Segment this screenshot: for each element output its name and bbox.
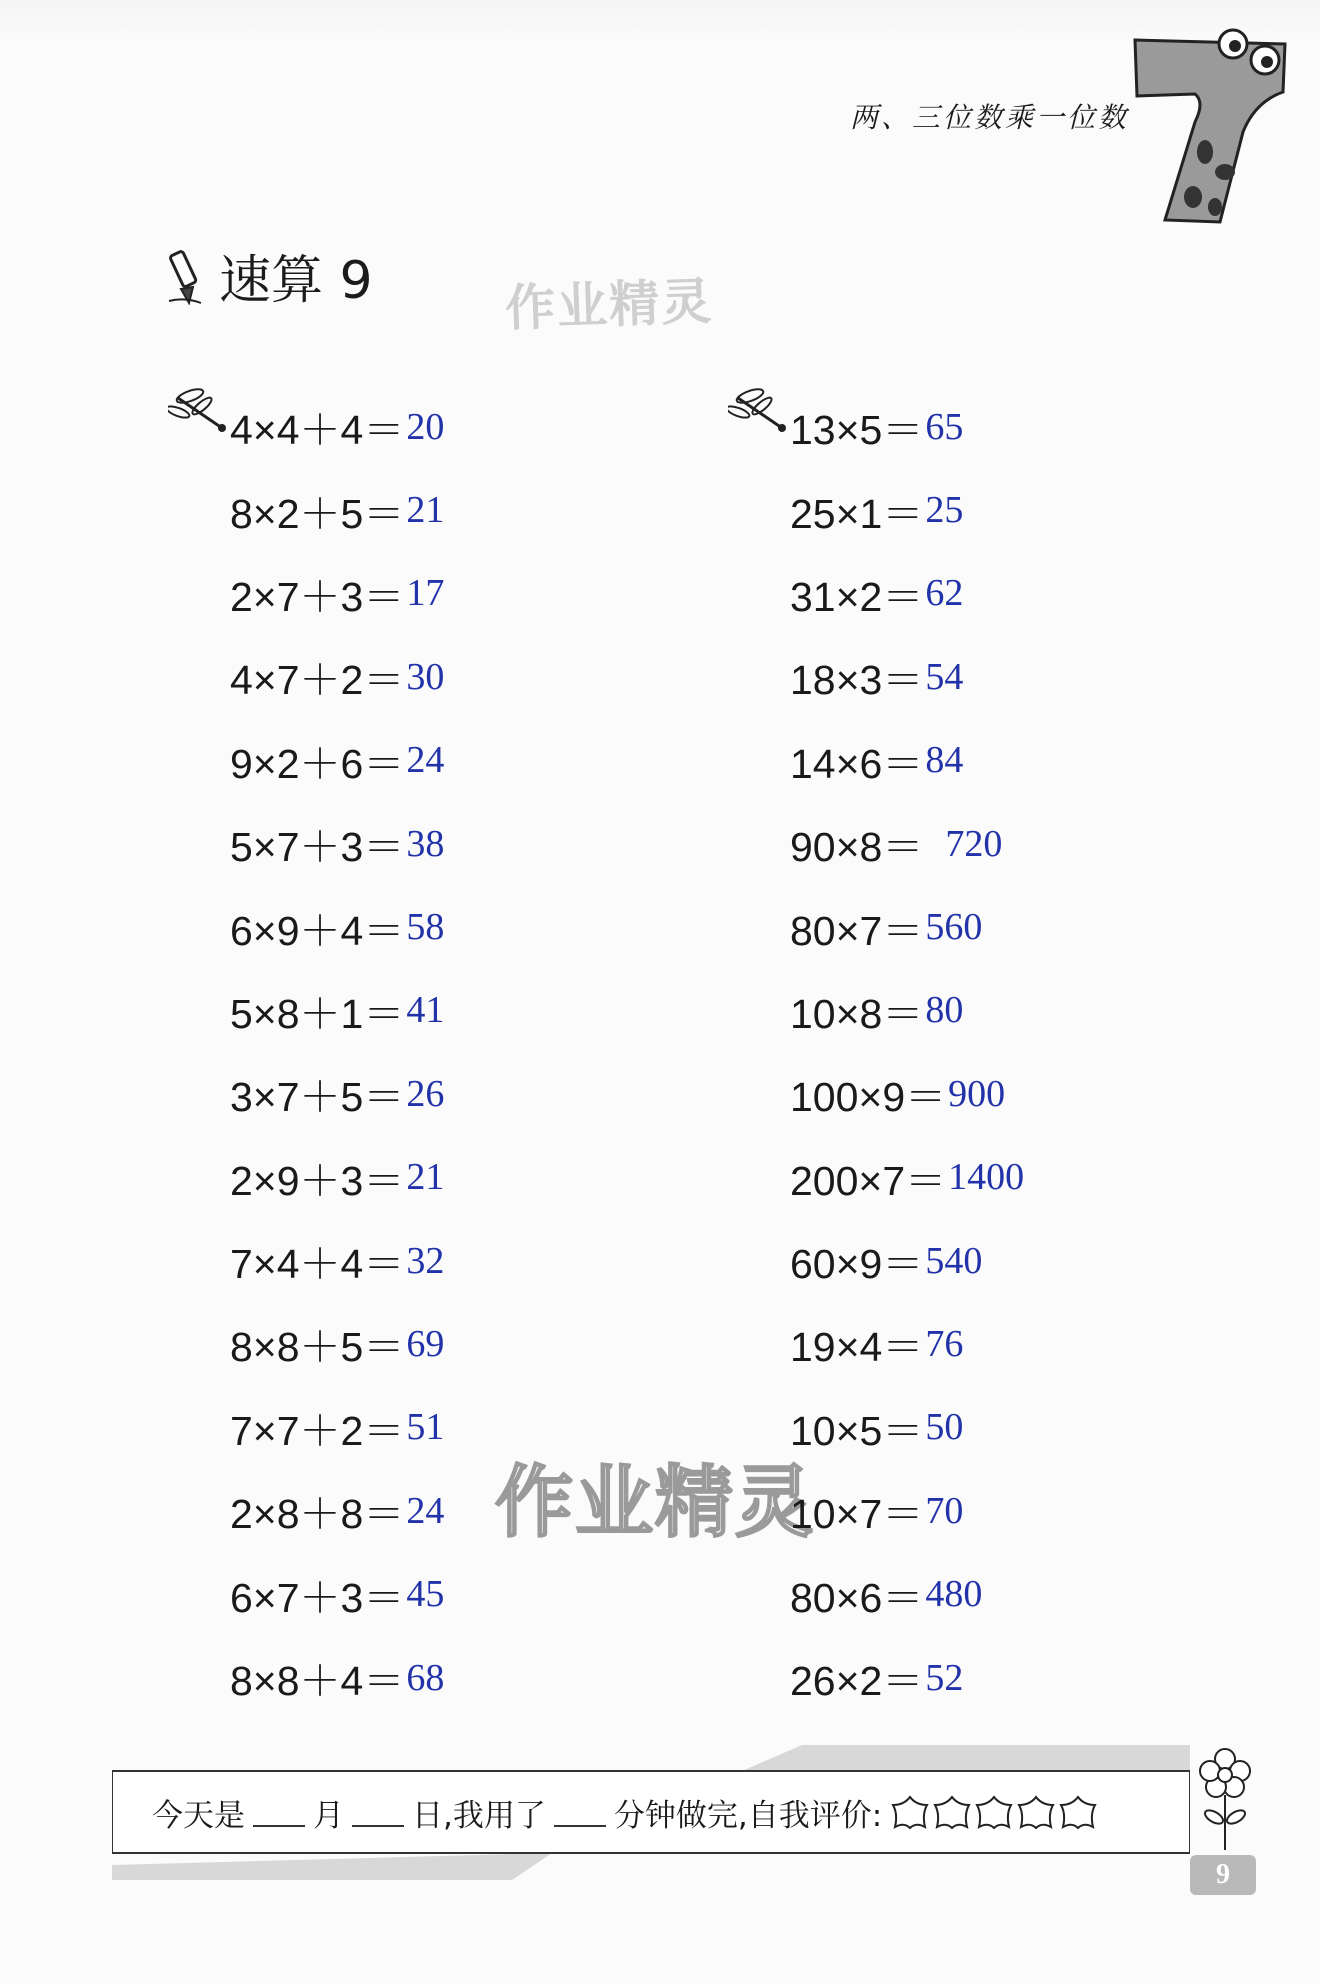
star-icon[interactable] xyxy=(890,1795,930,1831)
handwritten-answer[interactable]: 70 xyxy=(925,1489,964,1532)
problem-expression: 90×8＝ xyxy=(790,824,924,871)
handwritten-answer[interactable]: 69 xyxy=(406,1322,445,1365)
problem-expression: 14×6＝ xyxy=(790,740,924,787)
star-icon[interactable] xyxy=(974,1795,1014,1831)
problem-expression: 6×9＋4＝ xyxy=(230,907,405,954)
unit-title: 两、三位数乘一位数 xyxy=(850,101,1130,134)
problem-row xyxy=(790,1552,1024,1635)
problem-row xyxy=(230,719,444,802)
problem-row xyxy=(790,802,1024,885)
problem-expression: 5×8＋1＝ xyxy=(230,990,405,1037)
problem-expression: 80×7＝ xyxy=(790,907,924,954)
dragonfly-icon xyxy=(168,388,230,434)
handwritten-answer[interactable]: 65 xyxy=(925,405,964,448)
problem-row xyxy=(790,552,1024,635)
handwritten-answer[interactable]: 62 xyxy=(925,572,964,615)
problem-row xyxy=(230,1052,444,1135)
rating-stars xyxy=(890,1795,1100,1831)
problem-expression: 100×9＝ xyxy=(790,1074,947,1121)
handwritten-answer[interactable]: 76 xyxy=(925,1322,964,1365)
handwritten-answer[interactable]: 21 xyxy=(406,1156,445,1199)
handwritten-answer[interactable]: 32 xyxy=(406,1239,445,1282)
problem-row xyxy=(230,885,444,968)
handwritten-answer[interactable]: 20 xyxy=(406,405,445,448)
minutes-label: 分钟做完,自我评价: xyxy=(613,1798,883,1834)
problem-row xyxy=(790,1636,1024,1719)
left-problem-column xyxy=(230,385,444,1719)
self-evaluation-line xyxy=(152,1790,1100,1835)
problem-expression: 10×8＝ xyxy=(790,990,924,1037)
month-label: 月 xyxy=(313,1798,344,1834)
pencil-icon xyxy=(165,245,209,305)
problem-row xyxy=(790,969,1024,1052)
handwritten-answer[interactable]: 30 xyxy=(406,655,445,698)
handwritten-answer[interactable]: 38 xyxy=(406,822,445,865)
minutes-blank[interactable] xyxy=(554,1799,606,1827)
handwritten-answer[interactable]: 26 xyxy=(406,1072,445,1115)
problem-expression: 10×5＝ xyxy=(790,1407,924,1454)
problem-row xyxy=(790,468,1024,551)
problem-row xyxy=(790,1386,1024,1469)
problem-expression: 13×5＝ xyxy=(790,407,924,454)
problem-expression: 25×1＝ xyxy=(790,490,924,537)
handwritten-answer[interactable]: 560 xyxy=(925,906,983,949)
problem-row xyxy=(230,969,444,1052)
problem-row xyxy=(230,1386,444,1469)
handwritten-answer[interactable]: 80 xyxy=(925,989,964,1032)
problem-expression: 7×4＋4＝ xyxy=(230,1241,405,1288)
problem-expression: 2×8＋8＝ xyxy=(230,1491,405,1538)
problem-row xyxy=(230,1219,444,1302)
problem-expression: 6×7＋3＝ xyxy=(230,1574,405,1621)
problem-row xyxy=(790,1302,1024,1385)
handwritten-answer[interactable]: 480 xyxy=(925,1573,983,1616)
problem-expression: 4×4＋4＝ xyxy=(230,407,405,454)
problem-row xyxy=(230,1302,444,1385)
flower-icon xyxy=(1190,1745,1260,1855)
day-blank[interactable] xyxy=(352,1799,404,1827)
problem-expression: 8×8＋4＝ xyxy=(230,1658,405,1705)
handwritten-answer[interactable]: 21 xyxy=(406,489,445,532)
today-label: 今天是 xyxy=(152,1798,245,1834)
problem-expression: 19×4＝ xyxy=(790,1324,924,1371)
problem-expression: 8×2＋5＝ xyxy=(230,490,405,537)
handwritten-answer[interactable]: 51 xyxy=(406,1406,445,1449)
problem-expression: 18×3＝ xyxy=(790,657,924,704)
problem-expression: 10×7＝ xyxy=(790,1491,924,1538)
watermark: 作业精灵 xyxy=(504,272,715,338)
day-label: 日,我用了 xyxy=(412,1798,546,1834)
problem-row xyxy=(230,1552,444,1635)
handwritten-answer[interactable]: 24 xyxy=(406,739,445,782)
problem-expression: 80×6＝ xyxy=(790,1574,924,1621)
handwritten-answer[interactable]: 17 xyxy=(406,572,445,615)
problem-row xyxy=(790,1136,1024,1219)
problem-row xyxy=(230,468,444,551)
star-icon[interactable] xyxy=(1016,1795,1056,1831)
problem-expression: 2×9＋3＝ xyxy=(230,1157,405,1204)
problem-row xyxy=(790,1469,1024,1552)
handwritten-answer[interactable]: 1400 xyxy=(948,1156,1025,1199)
problem-row xyxy=(790,1052,1024,1135)
problem-expression: 3×7＋5＝ xyxy=(230,1074,405,1121)
right-problem-column xyxy=(790,385,1024,1719)
problem-row xyxy=(230,385,444,468)
problem-expression: 7×7＋2＝ xyxy=(230,1407,405,1454)
dragonfly-icon xyxy=(728,388,790,434)
problem-row xyxy=(790,635,1024,718)
problem-expression: 4×7＋2＝ xyxy=(230,657,405,704)
watermark: 作业精灵 xyxy=(495,1458,816,1548)
problem-row xyxy=(230,635,444,718)
handwritten-answer[interactable]: 25 xyxy=(925,489,964,532)
mascot-7-icon xyxy=(1125,22,1297,232)
problem-row xyxy=(790,885,1024,968)
problem-row xyxy=(230,552,444,635)
star-icon[interactable] xyxy=(932,1795,972,1831)
problem-expression: 9×2＋6＝ xyxy=(230,740,405,787)
handwritten-answer[interactable]: 45 xyxy=(406,1573,445,1616)
problem-expression: 200×7＝ xyxy=(790,1157,947,1204)
handwritten-answer[interactable]: 900 xyxy=(948,1072,1006,1115)
problem-row xyxy=(790,719,1024,802)
handwritten-answer[interactable]: 84 xyxy=(925,739,964,782)
problem-row xyxy=(790,385,1024,468)
section-title: 速算 9 xyxy=(219,250,373,311)
handwritten-answer[interactable]: 68 xyxy=(406,1656,445,1699)
problem-row xyxy=(230,802,444,885)
handwritten-answer[interactable]: 540 xyxy=(925,1239,983,1282)
handwritten-answer[interactable]: 52 xyxy=(925,1656,964,1699)
problem-row xyxy=(230,1636,444,1719)
problem-expression: 60×9＝ xyxy=(790,1241,924,1288)
star-icon[interactable] xyxy=(1058,1795,1098,1831)
problem-expression: 26×2＝ xyxy=(790,1658,924,1705)
page-number: 9 xyxy=(1190,1855,1256,1895)
problem-expression: 8×8＋5＝ xyxy=(230,1324,405,1371)
handwritten-answer[interactable]: 54 xyxy=(925,655,964,698)
section-header xyxy=(165,240,373,310)
problem-expression: 31×2＝ xyxy=(790,573,924,620)
handwritten-answer[interactable]: 24 xyxy=(406,1489,445,1532)
handwritten-answer[interactable]: 41 xyxy=(406,989,445,1032)
handwritten-answer[interactable]: 58 xyxy=(406,906,445,949)
problem-row xyxy=(230,1136,444,1219)
problem-row xyxy=(790,1219,1024,1302)
problem-expression: 2×7＋3＝ xyxy=(230,573,405,620)
problem-expression: 5×7＋3＝ xyxy=(230,824,405,871)
handwritten-answer[interactable]: 50 xyxy=(925,1406,964,1449)
page-shadow xyxy=(0,0,1320,40)
month-blank[interactable] xyxy=(253,1799,305,1827)
handwritten-answer[interactable]: 720 xyxy=(945,822,1003,865)
problem-row xyxy=(230,1469,444,1552)
